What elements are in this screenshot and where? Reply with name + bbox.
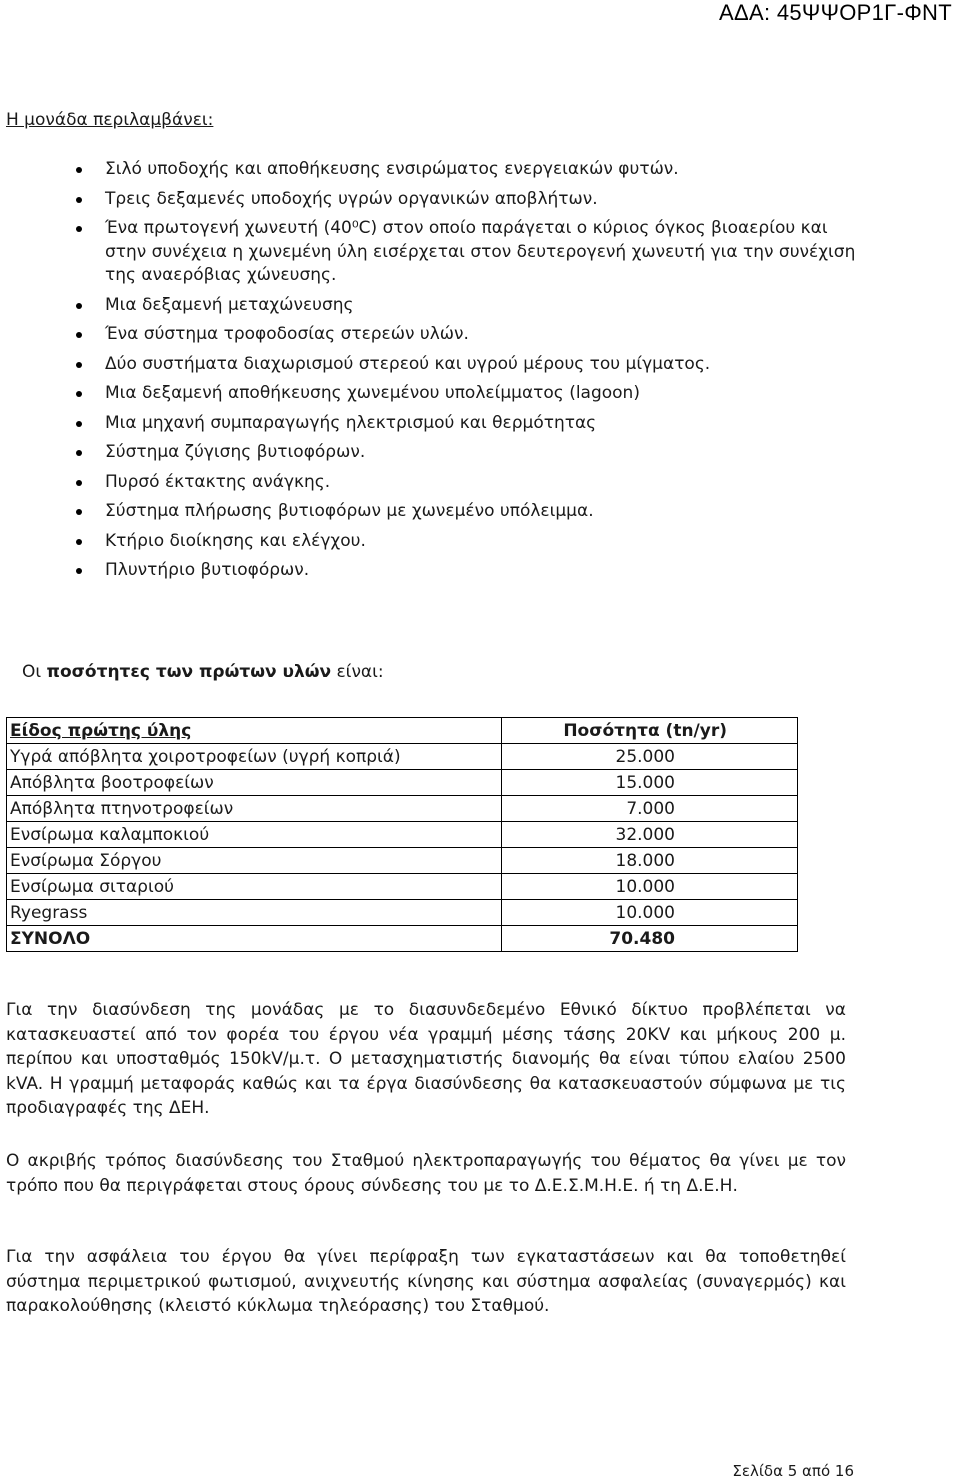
list-item: Μια μηχανή συμπαραγωγής ηλεκτρισμού και θερμότητας <box>0 412 860 436</box>
paragraph-connection-method: Ο ακριβής τρόπος διασύνδεσης του Σταθμού ηλεκτροπαραγωγής του θέματος θα γίνει με τον τρόπο που θα περιγράφεται στους όρους σύνδεσης του με το Δ.Ε.Σ.Μ.Η.Ε. ή τη Δ.Ε.Η. <box>6 1151 846 1196</box>
page-number: Σελίδα 5 από 16 <box>732 1462 854 1480</box>
table-total-row: ΣΥΝΟΛΟ 70.480 <box>7 926 798 952</box>
column-header-quantity: Ποσότητα (tn/yr) <box>502 718 798 744</box>
column-header-material: Είδος πρώτης ύλης <box>7 718 502 744</box>
bullet-icon <box>76 197 82 203</box>
list-item: Πυρσό έκτακτης ανάγκης. <box>0 471 860 495</box>
list-item: Μια δεξαμενή μεταχώνευσης <box>0 294 860 318</box>
list-item: Σύστημα ζύγισης βυτιοφόρων. <box>0 441 860 465</box>
table-row: Ενσίρωμα σιταριού 10.000 <box>7 874 798 900</box>
quantities-heading: Οι ποσότητες των πρώτων υλών είναι: <box>22 662 384 682</box>
list-item: Ένα σύστημα τροφοδοσίας στερεών υλών. <box>0 323 860 347</box>
bullet-icon <box>76 450 82 456</box>
list-item: Ένα πρωτογενή χωνευτή (40⁰C) στον οποίο παράγεται ο κύριος όγκος βιοαερίου και στην συνέχεια η χωνεμένη ύλη εισέρχεται στον δευτερογενή χωνευτή για την συνέχιση της αναερόβιας χώνευσης. <box>0 217 860 288</box>
table-row: Ενσίρωμα καλαμποκιού 32.000 <box>7 822 798 848</box>
bullet-icon <box>76 167 82 173</box>
bullet-icon <box>76 226 82 232</box>
list-item: Δύο συστήματα διαχωρισμού στερεού και υγρού μέρους του μίγματος. <box>0 353 860 377</box>
bullet-icon <box>76 421 82 427</box>
list-item: Σιλό υποδοχής και αποθήκευσης ενσιρώματος ενεργειακών φυτών. <box>0 158 860 182</box>
intro-heading: Η μονάδα περιλαμβάνει: <box>6 110 214 130</box>
table-header-row <box>7 718 798 744</box>
bullet-icon <box>76 509 82 515</box>
list-item: Πλυντήριο βυτιοφόρων. <box>0 559 860 583</box>
list-item: Τρεις δεξαμενές υποδοχής υγρών οργανικών αποβλήτων. <box>0 188 860 212</box>
list-item: Μια δεξαμενή αποθήκευσης χωνεμένου υπολείμματος (lagoon) <box>0 382 860 406</box>
raw-materials-table <box>6 717 798 952</box>
facility-components-list <box>0 158 860 589</box>
list-item: Κτήριο διοίκησης και ελέγχου. <box>0 530 860 554</box>
document-id: ΑΔΑ: 45ΨΨΟΡ1Γ-ΦΝΤ <box>719 0 952 25</box>
paragraph-grid-connection: Για την διασύνδεση της μονάδας με το διασυνδεδεμένο Εθνικό δίκτυο προβλέπεται να κατασκευαστεί από τον φορέα του έργου νέα γραμμή μέσης τάσης 20KV και μήκους 200 μ. περίπου και υποσταθμός 150kV/μ.τ. Ο μετασχηματιστής διανομής θα είναι τύπου ελαίου 2500 kVA. Η γραμμή μεταφοράς καθώς και τα έργα διασύνδεσης θα κατασκευαστούν σύμφωνα με τις προδιαγραφές της ΔΕΗ. <box>6 1000 846 1118</box>
list-item: Σύστημα πλήρωσης βυτιοφόρων με χωνεμένο υπόλειμμα. <box>0 500 860 524</box>
bullet-icon <box>76 362 82 368</box>
bullet-icon <box>76 568 82 574</box>
bullet-icon <box>76 480 82 486</box>
paragraph-security: Για την ασφάλεια του έργου θα γίνει περίφραξη των εγκαταστάσεων και θα τοποθετηθεί σύστημα περιμετρικού φωτισμού, ανιχνευτής κίνησης και σύστημα ασφαλείας (συναγερμός) και παρακολούθησης (κλειστό κύκλωμα τηλεόρασης) του Σταθμού. <box>6 1247 846 1316</box>
table-row: Ryegrass 10.000 <box>7 900 798 926</box>
table-row: Ενσίρωμα Σόργου 18.000 <box>7 848 798 874</box>
table-row: Απόβλητα βοοτροφείων 15.000 <box>7 770 798 796</box>
bullet-icon <box>76 391 82 397</box>
bullet-icon <box>76 332 82 338</box>
table-row: Απόβλητα πτηνοτροφείων 7.000 <box>7 796 798 822</box>
table-row: Υγρά απόβλητα χοιροτροφείων (υγρή κοπριά) 25.000 <box>7 744 798 770</box>
bullet-icon <box>76 539 82 545</box>
bullet-icon <box>76 303 82 309</box>
